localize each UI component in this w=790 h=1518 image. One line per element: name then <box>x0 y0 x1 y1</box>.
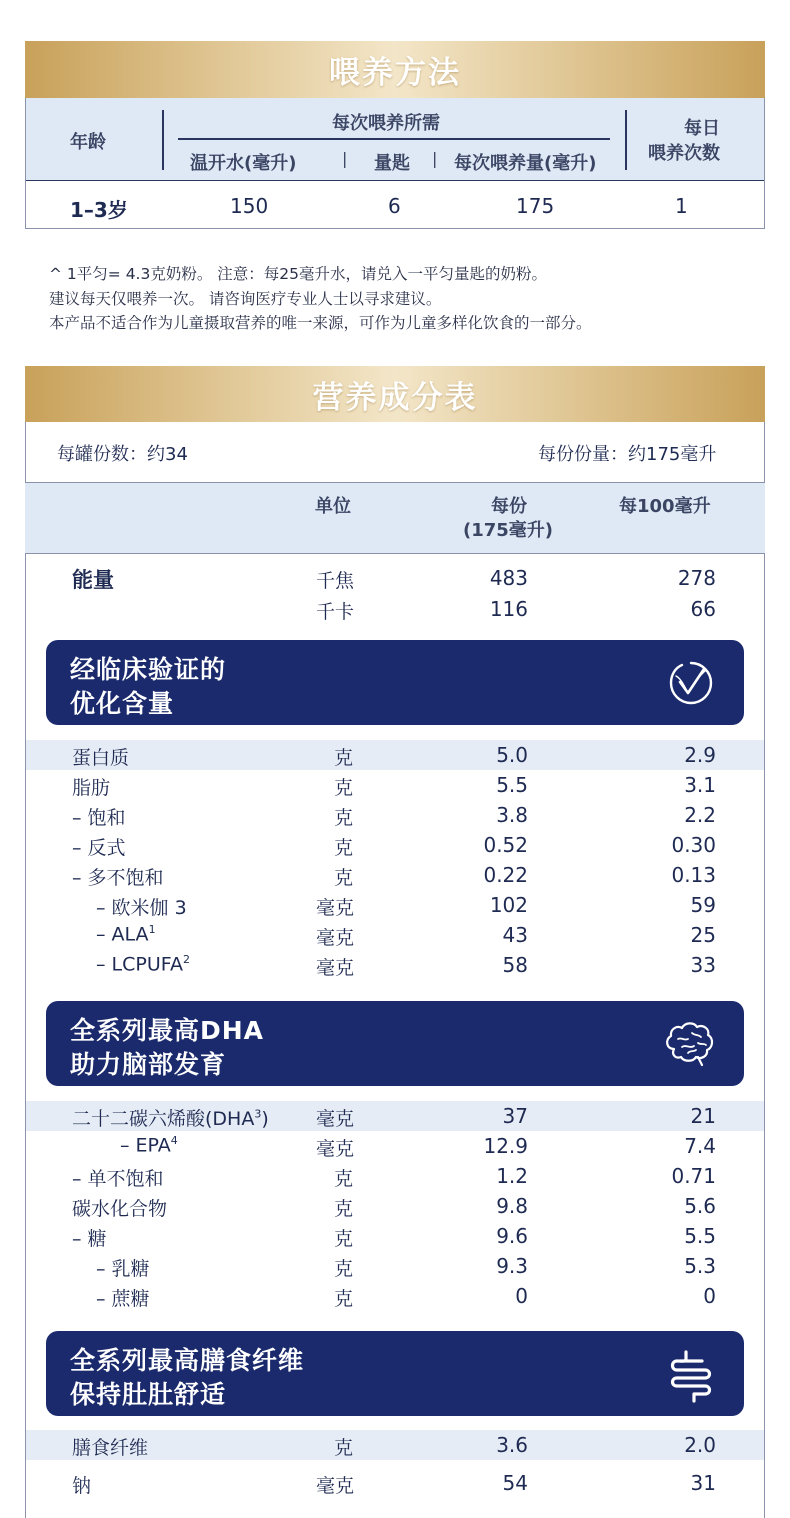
per-serving: 3.6 <box>496 1433 528 1457</box>
feeding-title: 喂养方法 <box>329 55 461 91</box>
divider: | <box>432 149 438 168</box>
unit: 克 <box>334 1258 354 1280</box>
footnote-ref: 4 <box>170 1134 178 1147</box>
per-100ml: 3.1 <box>684 773 716 797</box>
row-volume: 175 <box>516 194 555 218</box>
nutrient-name <box>72 833 126 860</box>
per-100ml: 5.5 <box>684 1224 716 1248</box>
banner-line1: 全系列最高膳食纤维 <box>70 1346 305 1375</box>
banner-line1: 全系列最高DHA <box>70 1016 265 1045</box>
unit: 毫克 <box>316 957 355 979</box>
per-100ml: 25 <box>690 923 716 947</box>
energy-label: 能量 <box>72 568 114 592</box>
note-line: ^ 1平匀= 4.3克奶粉。 注意：每25毫升水，请兑入一平匀量匙的奶粉。 <box>49 265 547 283</box>
nutrient-name <box>72 863 164 890</box>
serving-size: 每份份量：约175毫升 <box>538 444 717 465</box>
nutrient-name <box>120 1134 178 1156</box>
col-daily-line2: 喂养次数 <box>648 143 720 164</box>
col-per-serving: 每份 <box>491 496 527 517</box>
per-100ml: 5.6 <box>684 1194 716 1218</box>
nutrient-row <box>26 860 764 890</box>
nutrient-name <box>72 1194 167 1221</box>
per-100ml: 5.3 <box>684 1254 716 1278</box>
nutrient-row <box>26 1251 764 1281</box>
nutrient-name <box>72 1104 269 1131</box>
nutrient-row <box>26 1101 764 1131</box>
row-daily: 1 <box>675 194 688 218</box>
nutrient-name <box>72 743 129 770</box>
per-100ml: 33 <box>690 953 716 977</box>
col-daily-line1: 每日 <box>684 118 720 139</box>
nutrient-row <box>26 1468 764 1498</box>
nutrient-row <box>26 920 764 950</box>
col-per-serving-sub: (175毫升) <box>463 520 554 541</box>
banner-line2: 保持肚肚舒适 <box>70 1380 227 1409</box>
per-serving: 9.8 <box>496 1194 528 1218</box>
nutrient-name <box>72 1164 164 1191</box>
unit: 克 <box>334 1288 354 1310</box>
nutrient-name-text: 脂肪 <box>72 777 111 799</box>
nutrient-name <box>96 893 187 920</box>
nutrient-row <box>26 740 764 770</box>
nutrient-name <box>72 1471 91 1498</box>
nutrient-name <box>72 803 126 830</box>
per-serving: 9.3 <box>496 1254 528 1278</box>
nutrient-name-text: – 单不饱和 <box>72 1168 164 1190</box>
divider <box>625 110 627 170</box>
per-serving: 12.9 <box>483 1134 528 1158</box>
nutrition-title-band <box>25 366 765 422</box>
unit: 克 <box>334 1437 354 1459</box>
unit: 克 <box>334 1168 354 1190</box>
brain-icon <box>662 1019 716 1067</box>
nutrient-name <box>96 1284 150 1311</box>
nutrient-row <box>26 1430 764 1460</box>
nutrient-name-text: 膳食纤维 <box>72 1437 149 1459</box>
per-serving: 37 <box>502 1104 528 1128</box>
per-100ml: 21 <box>690 1104 716 1128</box>
nutrient-name-text: – 糖 <box>72 1228 107 1250</box>
divider <box>162 110 164 170</box>
divider: | <box>342 149 348 168</box>
row-age: 1–3岁 <box>70 198 128 222</box>
note-line: 本产品不适合作为儿童摄取营养的唯一来源，可作为儿童多样化饮食的一部分。 <box>49 314 592 332</box>
footnote-ref: 2 <box>182 953 190 966</box>
per-serving: 0.22 <box>483 863 528 887</box>
feeding-title-band <box>25 41 765 98</box>
col-per-100ml: 每100毫升 <box>619 496 711 517</box>
per-100ml: 0 <box>703 1284 716 1308</box>
nutrient-name-text: 钠 <box>72 1475 92 1497</box>
feeding-table-header <box>26 98 764 181</box>
unit: 克 <box>334 747 354 769</box>
nutrient-name-text: – 欧米伽 3 <box>96 897 187 919</box>
nutrient-name <box>96 923 156 945</box>
nutrient-name-text: – 反式 <box>72 837 126 859</box>
unit: 克 <box>334 837 354 859</box>
unit: 千焦 <box>316 570 355 592</box>
banner-line1: 经临床验证的 <box>70 655 227 684</box>
divider <box>178 138 610 140</box>
nutrient-row <box>26 1221 764 1251</box>
per-100ml: 66 <box>690 597 716 621</box>
banner-clinical <box>46 640 744 725</box>
per-serving: 102 <box>489 893 528 917</box>
banner-line2: 优化含量 <box>70 689 175 718</box>
nutrient-name-text: – 乳糖 <box>96 1258 150 1280</box>
per-serving: 1.2 <box>496 1164 528 1188</box>
per-100ml: 2.0 <box>684 1433 716 1457</box>
per-serving: 54 <box>502 1471 528 1495</box>
per-serving: 0.52 <box>483 833 528 857</box>
col-scoops: 量匙 <box>374 153 410 174</box>
nutrient-row <box>26 1281 764 1311</box>
nutrient-name <box>72 773 110 800</box>
banner-fiber <box>46 1331 744 1416</box>
per-serving: 483 <box>489 566 528 590</box>
per-serving: 116 <box>489 597 528 621</box>
nutrient-name-text: – 饱和 <box>72 807 126 829</box>
unit: 毫克 <box>316 1108 355 1130</box>
nutrition-title: 营养成分表 <box>312 379 478 416</box>
nutrient-name-suffix: ) <box>261 1108 269 1130</box>
per-serving: 3.8 <box>496 803 528 827</box>
nutrient-name-text: 二十二碳六烯酸(DHA <box>72 1108 255 1130</box>
nutrient-name <box>96 1254 150 1281</box>
per-serving: 5.0 <box>496 743 528 767</box>
energy-row <box>26 564 764 594</box>
per-100ml: 59 <box>690 893 716 917</box>
nutrient-row <box>26 800 764 830</box>
banner-line2: 助力脑部发育 <box>70 1050 227 1079</box>
row-water: 150 <box>230 194 269 218</box>
nutrient-row <box>26 890 764 920</box>
nutrient-row <box>26 950 764 980</box>
per-100ml: 0.30 <box>671 833 716 857</box>
nutrient-name-text: – ALA <box>96 923 149 946</box>
col-age: 年龄 <box>70 132 106 153</box>
per-serving: 0 <box>515 1284 528 1308</box>
nutrient-name-text: – EPA <box>120 1134 171 1157</box>
per-serving: 43 <box>502 923 528 947</box>
unit: 毫克 <box>316 927 355 949</box>
nutrient-row <box>26 1161 764 1191</box>
nutrient-name <box>96 953 190 975</box>
nutrient-row <box>26 1131 764 1161</box>
clinical-check-icon <box>666 658 716 708</box>
unit: 克 <box>334 777 354 799</box>
col-unit: 单位 <box>315 496 351 517</box>
unit: 克 <box>334 867 354 889</box>
nutrition-header <box>25 482 765 554</box>
banner-dha <box>46 1001 744 1086</box>
per-100ml: 278 <box>677 566 716 590</box>
nutrient-name-text: 碳水化合物 <box>72 1198 168 1220</box>
nutrient-name-text: 蛋白质 <box>72 747 130 769</box>
col-group: 每次喂养所需 <box>332 113 440 134</box>
nutrient-row <box>26 1191 764 1221</box>
unit: 克 <box>334 807 354 829</box>
unit: 克 <box>334 1198 354 1220</box>
per-100ml: 0.71 <box>671 1164 716 1188</box>
unit: 毫克 <box>316 1475 355 1497</box>
per-serving: 9.6 <box>496 1224 528 1248</box>
servings-per-can: 每罐份数：约34 <box>57 444 188 465</box>
intestine-icon <box>666 1349 716 1403</box>
unit: 千卡 <box>316 601 355 623</box>
per-100ml: 7.4 <box>684 1134 716 1158</box>
per-100ml: 31 <box>690 1471 716 1495</box>
unit: 克 <box>334 1228 354 1250</box>
per-serving: 5.5 <box>496 773 528 797</box>
col-volume: 每次喂养量(毫升) <box>454 153 597 174</box>
unit: 毫克 <box>316 897 355 919</box>
per-100ml: 0.13 <box>671 863 716 887</box>
row-scoops: 6 <box>388 194 401 218</box>
nutrient-name-text: – 蔗糖 <box>96 1288 150 1310</box>
per-100ml: 2.2 <box>684 803 716 827</box>
col-water: 温开水(毫升) <box>190 153 297 174</box>
per-serving: 58 <box>502 953 528 977</box>
energy-row <box>26 595 764 625</box>
nutrient-row <box>26 770 764 800</box>
nutrient-name-text: – LCPUFA <box>96 953 183 976</box>
unit: 毫克 <box>316 1138 355 1160</box>
nutrient-name <box>72 1433 148 1460</box>
footnote-ref: 1 <box>148 923 156 936</box>
nutrient-row <box>26 830 764 860</box>
footnote-ref: 3 <box>254 1107 262 1121</box>
feeding-table <box>25 98 765 229</box>
nutrient-name <box>72 1224 107 1251</box>
per-100ml: 2.9 <box>684 743 716 767</box>
nutrient-name-text: – 多不饱和 <box>72 867 164 889</box>
note-line: 建议每天仅喂养一次。 请咨询医疗专业人士以寻求建议。 <box>49 290 442 308</box>
